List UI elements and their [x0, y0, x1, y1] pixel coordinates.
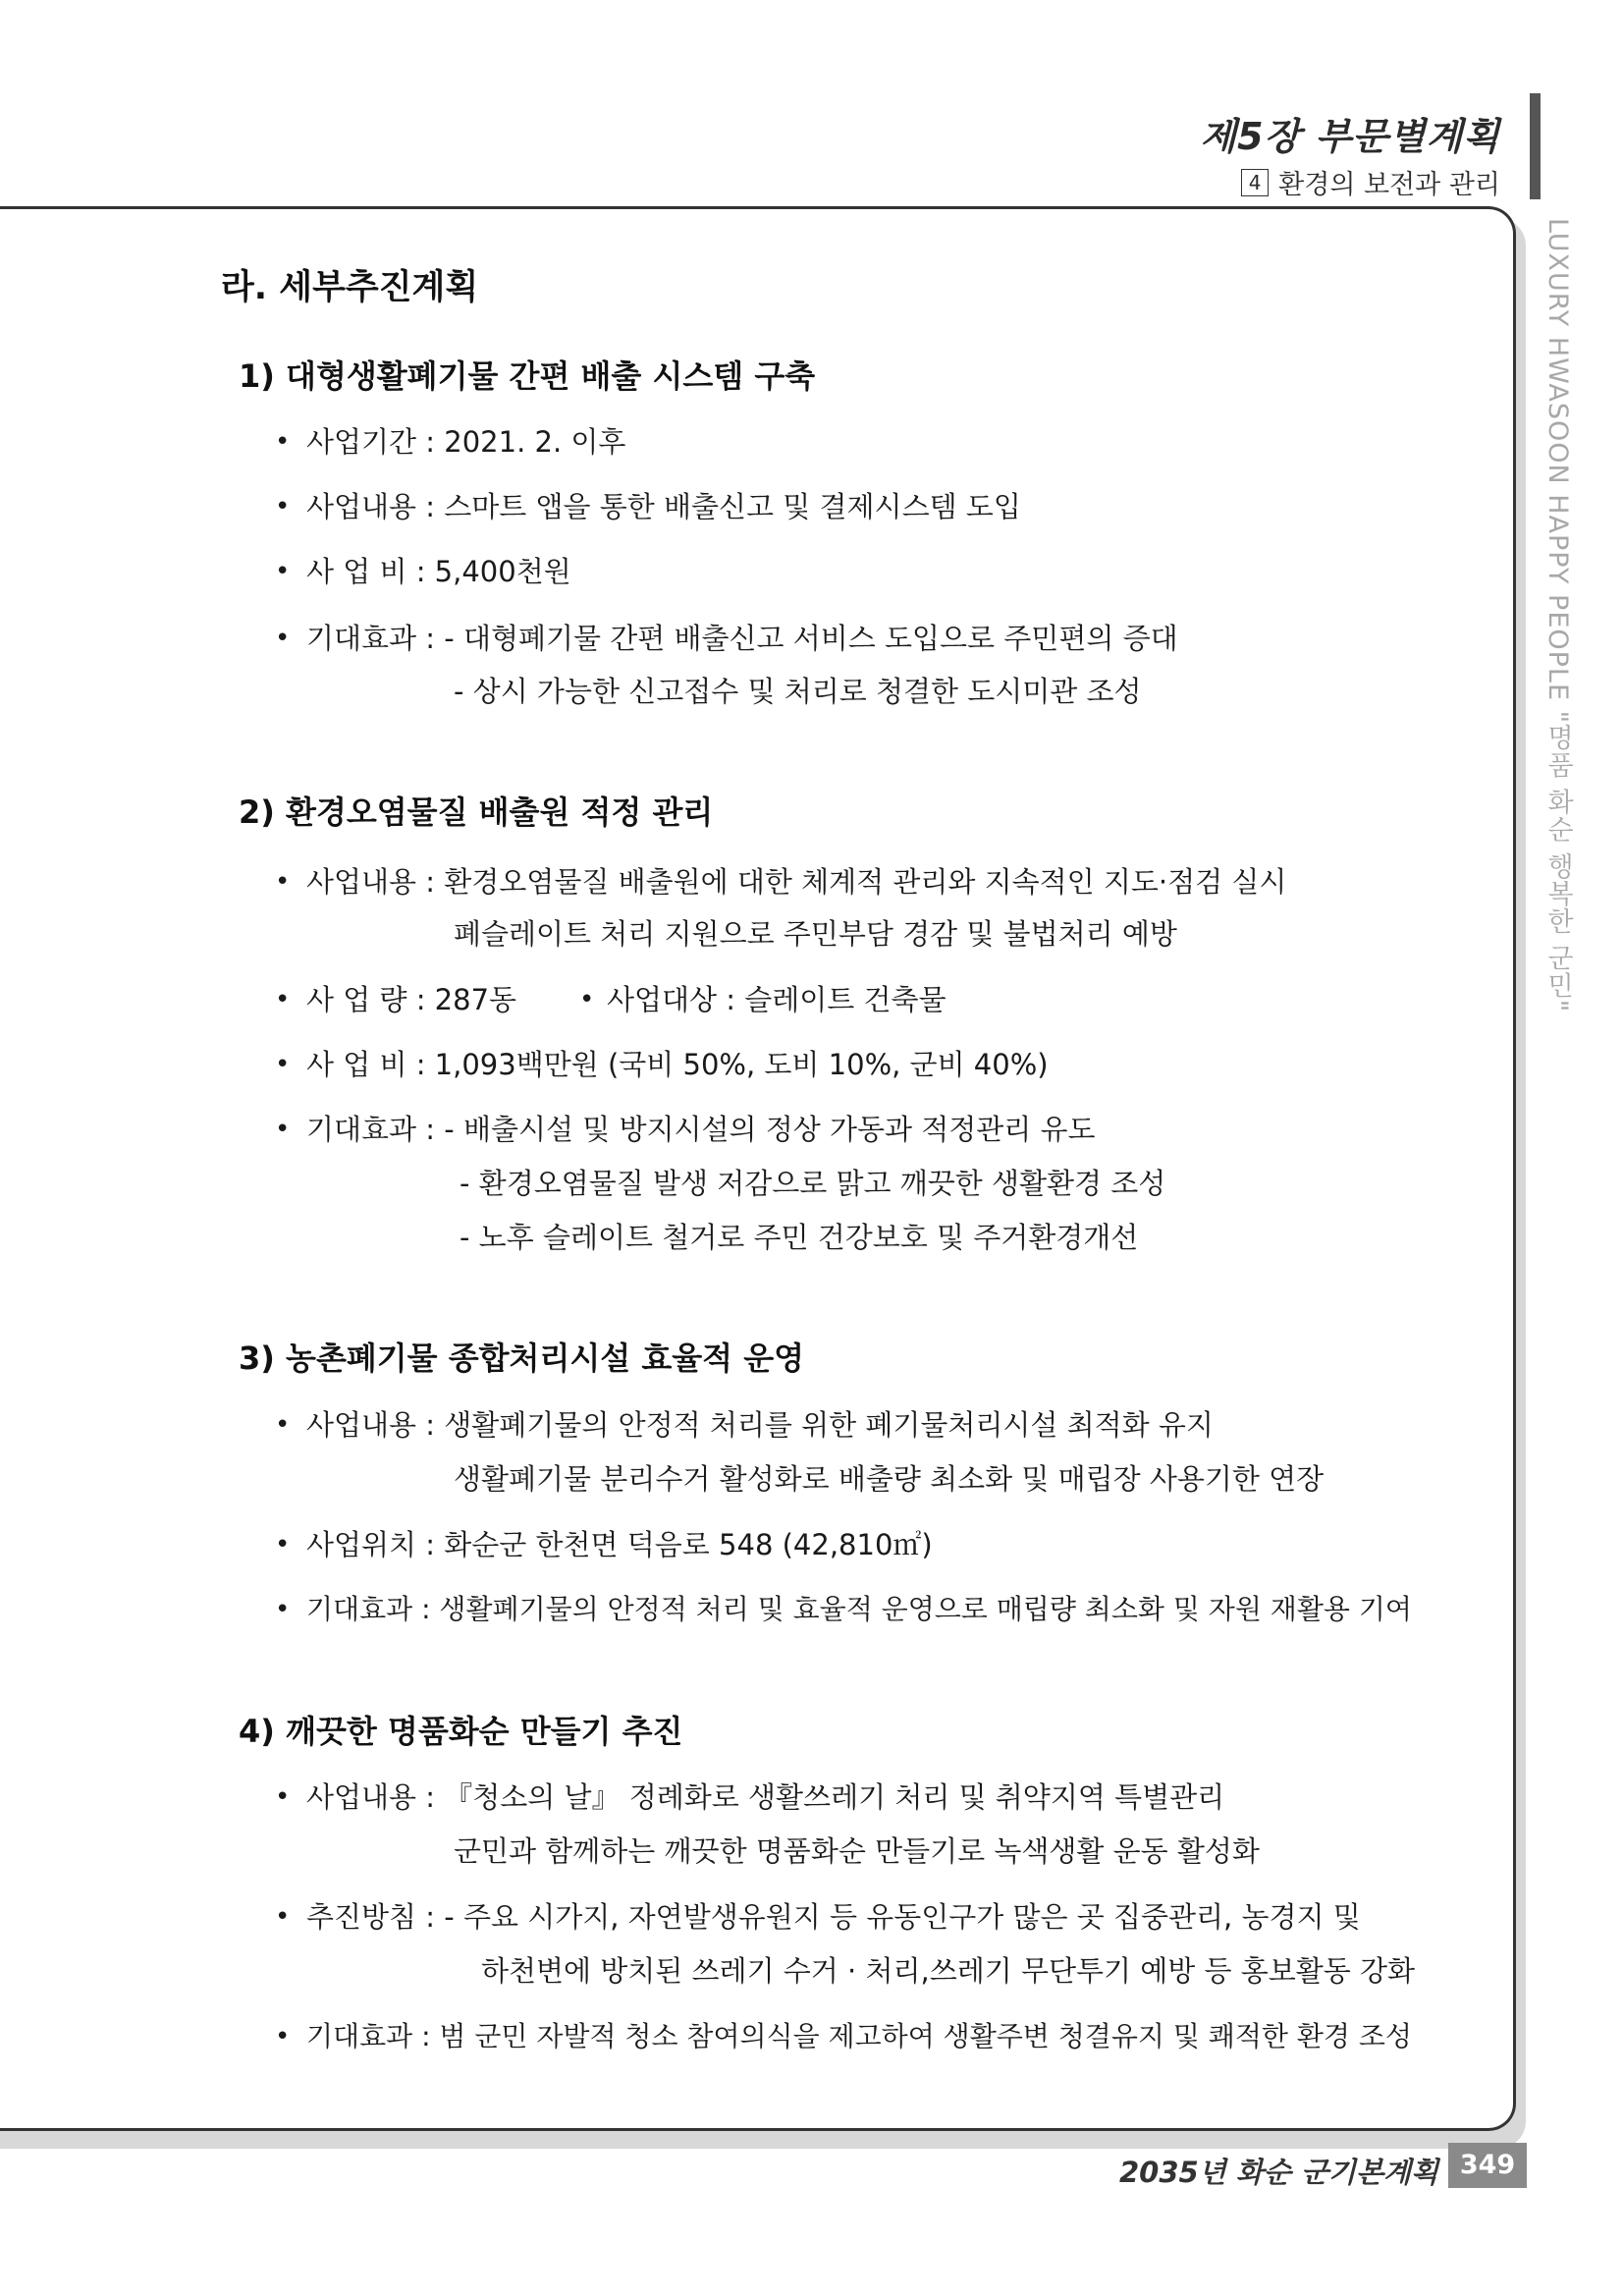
bullet-icon: •	[275, 2022, 291, 2051]
list-item-continuation: - 노후 슬레이트 철거로 주민 건강보호 및 주거환경개선	[460, 1221, 1139, 1254]
list-item: 사 업 비 : 1,093백만원 (국비 50%, 도비 10%, 군비 40%)	[306, 1048, 1049, 1081]
list-item-continuation: 군민과 함께하는 깨끗한 명품화순 만들기로 녹색생활 운동 활성화	[454, 1834, 1260, 1868]
section-subtitle	[1241, 163, 1500, 201]
bullet-icon: •	[275, 624, 291, 653]
chapter-title: 제5장 부문별계획	[1200, 115, 1500, 158]
header-accent-bar	[1530, 93, 1541, 199]
list-item: 사업내용 : 환경오염물질 배출원에 대한 체계적 관리와 지속적인 지도·점검 실시	[306, 865, 1287, 899]
list-item: 사 업 비 : 5,400천원	[306, 555, 571, 588]
list-item: 기대효과 : - 대형폐기물 간편 배출신고 서비스 도입으로 주민편의 증대	[306, 622, 1178, 655]
bullet-icon: •	[275, 1410, 291, 1440]
page-number: 349	[1448, 2143, 1527, 2188]
list-item-continuation: 폐슬레이트 처리 지원으로 주민부담 경감 및 불법처리 예방	[454, 917, 1177, 951]
list-item: 사업내용 : 『청소의 날』 정례화로 생활쓰레기 처리 및 취약지역 특별관리	[306, 1780, 1225, 1814]
list-item-continuation: - 상시 가능한 신고접수 및 처리로 청결한 도시미관 조성	[454, 675, 1142, 708]
list-item: 사업대상 : 슬레이트 건축물	[607, 983, 947, 1016]
bullet-icon: •	[275, 557, 291, 586]
bullet-icon: •	[275, 1115, 291, 1144]
bullet-icon: •	[579, 985, 595, 1014]
section-3-title: 3) 농촌폐기물 종합처리시설 효율적 운영	[239, 1339, 805, 1377]
list-item: 기대효과 : - 배출시설 및 방지시설의 정상 가동과 적정관리 유도	[306, 1113, 1096, 1146]
main-title: 라. 세부추진계획	[221, 268, 479, 307]
bullet-icon: •	[275, 1595, 291, 1624]
bullet-icon: •	[275, 1902, 291, 1932]
list-item: 사업내용 : 생활폐기물의 안정적 처리를 위한 폐기물처리시설 최적화 유지	[306, 1408, 1214, 1442]
bullet-icon: •	[275, 985, 291, 1014]
bullet-icon: •	[275, 1530, 291, 1559]
side-banner: LUXURY HWASOON HAPPY PEOPLE "명품 화순 행복한 군민"	[1542, 218, 1573, 1013]
list-item: 기대효과 : 범 군민 자발적 청소 참여의식을 제고하여 생활주변 청결유지 및 쾌적한 환경 조성	[306, 2020, 1412, 2052]
section-number-box: 4	[1241, 169, 1269, 196]
section-2-title: 2) 환경오염물질 배출원 적정 관리	[239, 793, 714, 831]
section-1-title: 1) 대형생활폐기물 간편 배출 시스템 구축	[239, 357, 816, 395]
section-title: 환경의 보전과 관리	[1278, 170, 1500, 200]
bullet-icon: •	[275, 427, 291, 457]
bullet-icon: •	[275, 867, 291, 897]
bullet-icon: •	[275, 492, 291, 521]
list-item: 사업내용 : 스마트 앱을 통한 배출신고 및 결제시스템 도입	[306, 490, 1021, 523]
list-item: 사업위치 : 화순군 한천면 덕음로 548 (42,810㎡)	[306, 1528, 933, 1561]
list-item: 기대효과 : 생활폐기물의 안정적 처리 및 효율적 운영으로 매립량 최소화 및 자원 재활용 기여	[306, 1593, 1412, 1625]
footer-title: 2035년 화순 군기본계획	[1118, 2156, 1438, 2189]
list-item: 추진방침 : - 주요 시가지, 자연발생유원지 등 유동인구가 많은 곳 집중관리, 농경지 및	[306, 1900, 1361, 1934]
section-4-title: 4) 깨끗한 명품화순 만들기 추진	[239, 1713, 683, 1750]
list-item: 사 업 량 : 287동	[306, 983, 517, 1016]
bullet-icon: •	[275, 1782, 291, 1812]
list-item-continuation: 하천변에 방치된 쓰레기 수거 · 처리,쓰레기 무단투기 예방 등 홍보활동 강화	[481, 1954, 1416, 1988]
list-item-continuation: 생활폐기물 분리수거 활성화로 배출량 최소화 및 매립장 사용기한 연장	[454, 1462, 1325, 1496]
list-item: 사업기간 : 2021. 2. 이후	[306, 425, 626, 459]
list-item-continuation: - 환경오염물질 발생 저감으로 맑고 깨끗한 생활환경 조성	[460, 1167, 1166, 1200]
bullet-icon: •	[275, 1050, 291, 1079]
